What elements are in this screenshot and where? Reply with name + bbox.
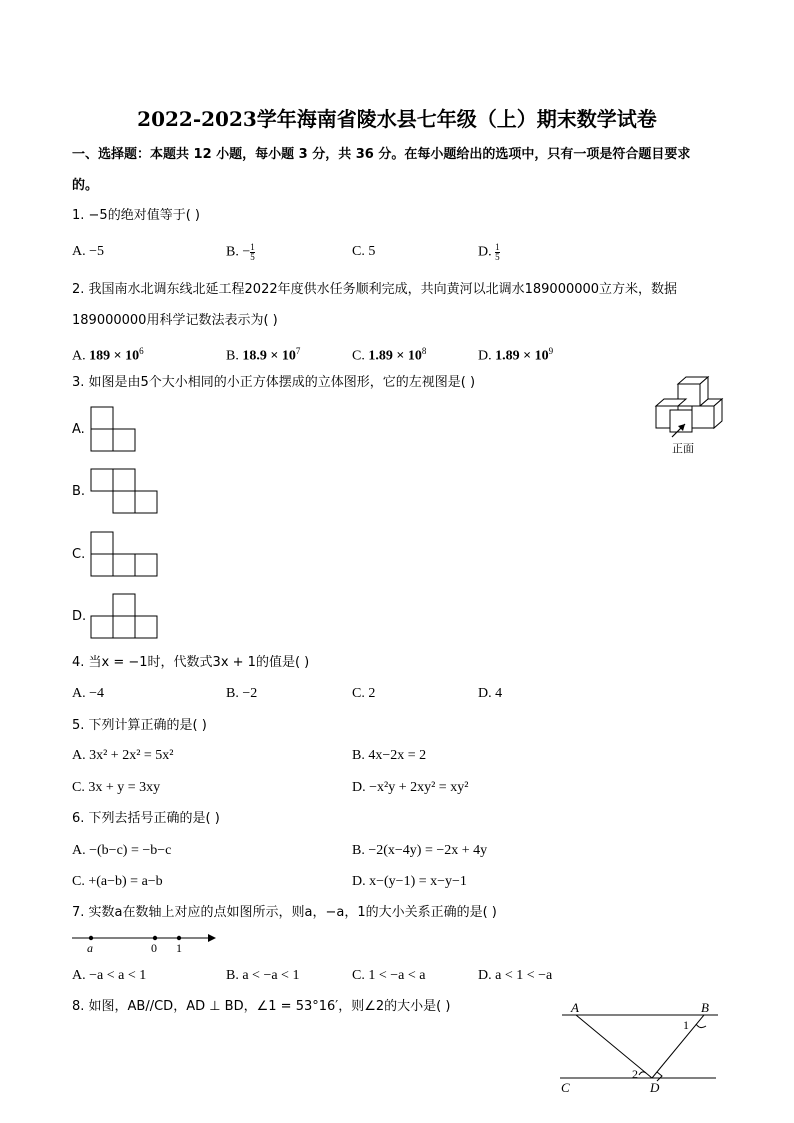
q6-option-d: D. x−(y−1) = x−y−1 xyxy=(352,874,467,889)
q1-option-c: C. 5 xyxy=(352,244,376,259)
section1-line1: 一、选择题：本题共 12 小题，每小题 3 分，共 36 分。在每小题给出的选项中，只有一项是符合题目要求 xyxy=(72,147,691,162)
q2-option-b: B. $18.9 \times 10^7$ xyxy=(226,346,301,364)
page-title: 2022-2023学年海南省陵水县七年级（上）期末数学试卷 xyxy=(137,107,657,131)
q7-number-line xyxy=(72,930,222,956)
q8-stem: 8. 如图，AB//CD，AD ⊥ BD，∠1 = 53°16′，则∠2的大小是( ) xyxy=(72,999,451,1014)
q3-option-d-figure xyxy=(91,594,159,640)
q3-option-c-label: C. xyxy=(72,547,86,562)
q6-option-c: C. +(a−b) = a−b xyxy=(72,874,163,889)
q4-option-b: B. −2 xyxy=(226,686,258,701)
q7-axis-label-0: 0 xyxy=(151,941,157,955)
q8-point-a: A xyxy=(571,1000,579,1015)
q1-stem: 1. −5的绝对值等于( ) xyxy=(72,208,200,223)
section1-line2: 的。 xyxy=(72,178,99,193)
q8-point-d: D xyxy=(650,1080,660,1095)
q3-stem: 3. 如图是由5个大小相同的小正方体摆成的立体图形，它的左视图是( ) xyxy=(72,375,476,390)
q7-stem: 7. 实数a在数轴上对应的点如图所示，则a，−a，1的大小关系正确的是( ) xyxy=(72,905,497,920)
q4-option-a: A. −4 xyxy=(72,686,105,701)
q6-option-b: B. −2(x−4y) = −2x + 4y xyxy=(352,843,488,858)
q7-axis-label-1: 1 xyxy=(176,941,182,955)
q2-option-d: D. $1.89 \times 10^9$ xyxy=(478,346,554,364)
q1-option-a: A. −5 xyxy=(72,244,105,259)
q7-axis-label-a: a xyxy=(87,941,93,955)
q2-stem-line1: 2. 我国南水北调东线北延工程2022年度供水任务顺利完成，共向黄河以北调水189000000立方米，数据 xyxy=(72,282,678,297)
q3-option-a-label: A. xyxy=(72,422,85,437)
q5-option-c: C. 3x + y = 3xy xyxy=(72,780,161,795)
q7-option-b: B. a < −a < 1 xyxy=(226,968,300,983)
q8-point-b: B xyxy=(701,1000,709,1015)
q4-option-c: C. 2 xyxy=(352,686,376,701)
q6-stem: 6. 下列去括号正确的是( ) xyxy=(72,811,220,826)
q7-option-c: C. 1 < −a < a xyxy=(352,968,426,983)
q8-angle-1-label: 1 xyxy=(683,1018,689,1032)
q4-option-d: D. 4 xyxy=(478,686,503,701)
q3-front-label: 正面 xyxy=(672,442,694,455)
q4-stem: 4. 当x = −1时，代数式3x + 1的值是( ) xyxy=(72,655,310,670)
q5-option-a: A. 3x² + 2x² = 5x² xyxy=(72,748,174,763)
q1-option-d: D. $\frac{1}{5}$ xyxy=(478,242,500,262)
q3-option-a-figure xyxy=(91,407,137,453)
q8-point-c: C xyxy=(561,1080,570,1095)
q5-option-b: B. 4x−2x = 2 xyxy=(352,748,427,763)
q5-stem: 5. 下列计算正确的是( ) xyxy=(72,718,207,733)
q6-option-a: A. −(b−c) = −b−c xyxy=(72,843,172,858)
q8-angle-2-label: 2 xyxy=(632,1067,638,1081)
q7-option-a: A. −a < a < 1 xyxy=(72,968,147,983)
q2-option-a: A. $189 \times 10^6$ xyxy=(72,346,144,364)
q3-option-b-figure xyxy=(91,469,159,515)
q2-option-c: C. $1.89 \times 10^8$ xyxy=(352,346,427,364)
q3-cube-figure xyxy=(650,374,730,432)
q7-option-d: D. a < 1 < −a xyxy=(478,968,553,983)
q3-option-b-label: B. xyxy=(72,484,86,499)
q2-stem-line2: 189000000用科学记数法表示为( ) xyxy=(72,313,278,328)
q3-option-c-figure xyxy=(91,532,159,578)
q5-option-d: D. −x²y + 2xy² = xy² xyxy=(352,780,469,795)
q3-option-d-label: D. xyxy=(72,609,87,624)
q8-geometry-figure xyxy=(556,1000,722,1096)
q1-option-b: B. − $\frac{1}{5}$ xyxy=(226,242,255,262)
